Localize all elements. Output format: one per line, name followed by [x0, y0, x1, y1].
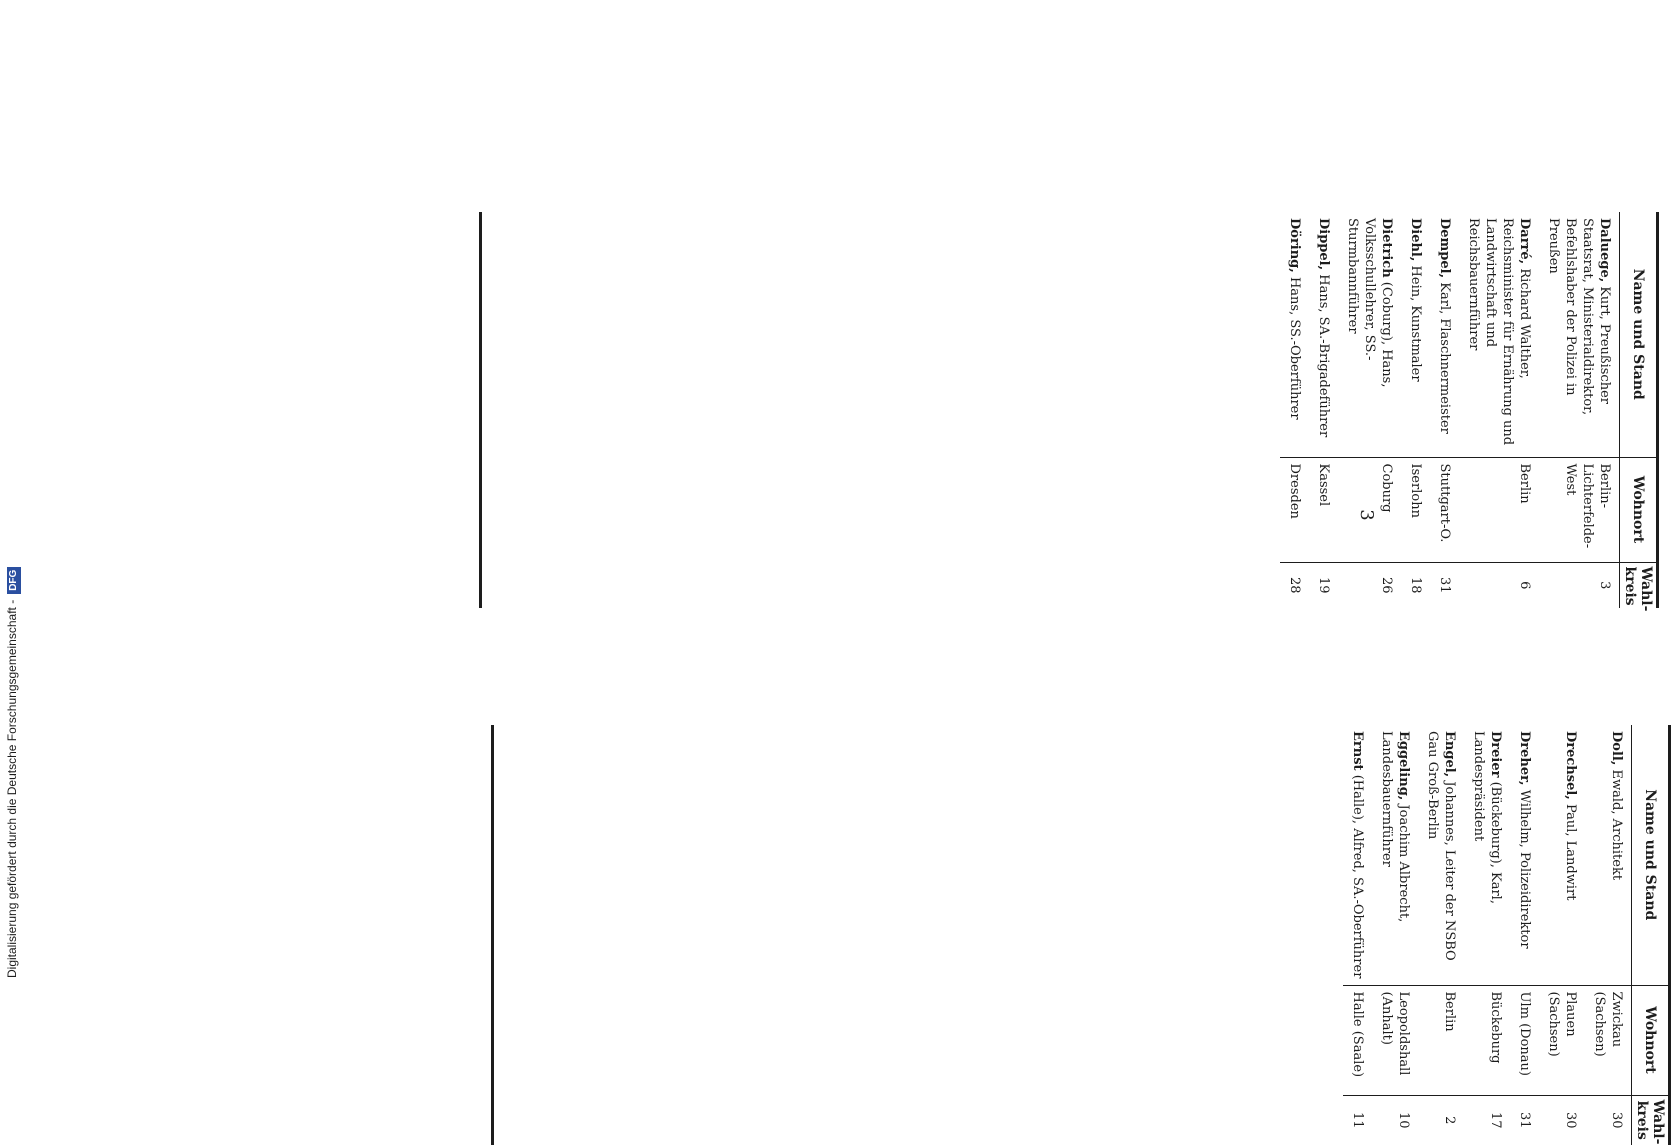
entry-description: Johannes, Leiter der NSBO Gau Groß-Berlin	[1425, 731, 1457, 961]
entry-surname: Dippel,	[1316, 218, 1331, 271]
entry-description: Hans, SA.-Brigadeführer	[1316, 274, 1331, 438]
header-row	[1620, 212, 1657, 608]
entry-name-cell	[1459, 212, 1539, 457]
entry-wohnort: Bückeburg	[1464, 985, 1510, 1095]
entry-surname: Diehl,	[1408, 218, 1423, 262]
page-number: 3	[1356, 509, 1377, 521]
entry-wohnort: Dresden	[1280, 457, 1309, 562]
entry-description: Hein, Kunstmaler	[1408, 265, 1423, 382]
entry-wohnort: Zwickau (Sachsen)	[1585, 985, 1632, 1095]
entry-name-cell	[1401, 212, 1430, 457]
entry-description: Hans, SS.-Oberführer	[1287, 276, 1302, 420]
entry-surname: Darré,	[1517, 218, 1532, 265]
digitization-note: Digitalisierung gefördert durch die Deutsche Forschungsgemeinschaft -DFG	[1, 38, 23, 978]
entry-wahlkreis: 26	[1338, 562, 1401, 608]
table-body	[1343, 725, 1632, 1145]
entry-wahlkreis: 19	[1309, 562, 1338, 608]
directory-table-right	[1343, 725, 1668, 1145]
entry-description: Karl, Flaschnermeister	[1437, 282, 1452, 434]
entry-name-cell	[1539, 725, 1585, 985]
entry-wahlkreis: 6	[1459, 562, 1539, 608]
entry-description: Wilhelm, Polizeidirektor	[1517, 789, 1532, 949]
entry-name-cell	[1539, 212, 1620, 457]
entry-name-cell	[1418, 725, 1464, 985]
entry-wahlkreis: 3	[1539, 562, 1620, 608]
entry-wohnort: Berlin	[1418, 985, 1464, 1095]
header-wahlkreis: Wahl-kreis	[1620, 562, 1657, 608]
entry-surname: Eggeling,	[1396, 731, 1411, 801]
entry-name-cell	[1430, 212, 1459, 457]
table-body	[1280, 212, 1620, 608]
table-row	[1585, 725, 1632, 1145]
entry-surname: Engel,	[1442, 731, 1457, 778]
entry-description: Joachim Albrecht, Landesbauernführer	[1379, 731, 1411, 923]
entry-description: (Coburg), Hans, Volksschullehrer, SS.-Sturmbannführer	[1345, 218, 1394, 388]
table-row	[1309, 212, 1338, 608]
entry-wahlkreis: 2	[1418, 1095, 1464, 1145]
entry-surname: Doll,	[1609, 731, 1624, 766]
header-ort: Wohnort	[1632, 985, 1669, 1095]
entry-wohnort: Coburg	[1338, 457, 1401, 562]
table-row	[1280, 212, 1309, 608]
entry-name-cell	[1309, 212, 1338, 457]
entry-wahlkreis: 17	[1464, 1095, 1510, 1145]
entry-wohnort: Plauen (Sachsen)	[1539, 985, 1585, 1095]
entry-description: Richard Walther, Reichsminister für Ernährung und Landwirtschaft und Reichsbauernführer	[1466, 218, 1532, 446]
entry-wohnort: Leopoldshall (Anhalt)	[1372, 985, 1418, 1095]
entry-name-cell	[1343, 725, 1372, 985]
entry-wahlkreis: 10	[1372, 1095, 1418, 1145]
header-ort: Wohnort	[1620, 457, 1657, 562]
entry-wahlkreis: 30	[1585, 1095, 1632, 1145]
entry-name-cell	[1464, 725, 1510, 985]
directory-panel-left	[479, 212, 1659, 612]
header-name: Name und Stand	[1620, 212, 1657, 457]
entry-surname: Ernst	[1350, 731, 1365, 771]
directory-table-left	[1280, 212, 1656, 612]
entry-surname: Dreher,	[1517, 731, 1532, 786]
entry-wohnort: Stuttgart-O.	[1430, 457, 1459, 562]
entry-name-cell	[1585, 725, 1632, 985]
table-row	[1510, 725, 1539, 1145]
entry-wohnort: Iserlohn	[1401, 457, 1430, 562]
entry-name-cell	[1372, 725, 1418, 985]
entry-surname: Dempel,	[1437, 218, 1452, 279]
entry-surname: Drechsel,	[1563, 731, 1578, 800]
entry-wahlkreis: 11	[1343, 1095, 1372, 1145]
entry-wahlkreis: 31	[1510, 1095, 1539, 1145]
directory-panel-right	[491, 725, 1671, 1145]
table-row	[1338, 212, 1401, 608]
entry-wahlkreis: 30	[1539, 1095, 1585, 1145]
table-row	[1459, 212, 1539, 608]
entry-wohnort: Halle (Saale)	[1343, 985, 1372, 1095]
entry-description: (Halle), Alfred, SA.-Oberführer	[1350, 774, 1365, 979]
entry-surname: Dietrich	[1379, 218, 1394, 278]
table-row	[1464, 725, 1510, 1145]
entry-name-cell	[1338, 212, 1401, 457]
table-row	[1539, 725, 1585, 1145]
entry-wohnort: Ulm (Donau)	[1510, 985, 1539, 1095]
entry-wahlkreis: 18	[1401, 562, 1430, 608]
table-row	[1401, 212, 1430, 608]
entry-description: Paul, Landwirt	[1563, 803, 1578, 901]
entry-wahlkreis: 28	[1280, 562, 1309, 608]
entry-surname: Dreier	[1488, 731, 1503, 778]
entry-description: (Bückeburg), Karl, Landespräsident	[1471, 731, 1503, 904]
table-row	[1343, 725, 1372, 1145]
entry-wohnort: Berlin	[1459, 457, 1539, 562]
entry-wahlkreis: 31	[1430, 562, 1459, 608]
entry-wohnort: Kassel	[1309, 457, 1338, 562]
table-row	[1430, 212, 1459, 608]
table-row	[1539, 212, 1620, 608]
entry-description: Ewald, Architekt	[1609, 769, 1624, 881]
entry-name-cell	[1510, 725, 1539, 985]
dfg-logo-icon: DFG	[7, 567, 21, 594]
entry-surname: Daluege,	[1597, 218, 1612, 283]
table-row	[1372, 725, 1418, 1145]
entry-name-cell	[1280, 212, 1309, 457]
table-row	[1418, 725, 1464, 1145]
entry-wohnort: Berlin-Lichterfelde-West	[1539, 457, 1620, 562]
entry-surname: Döring,	[1287, 218, 1302, 273]
header-wahlkreis: Wahl-kreis	[1632, 1095, 1669, 1145]
entry-description: Kurt, Preußischer Staatsrat, Ministerialdirektor, Befehlshaber der Polizei in Preußen	[1546, 218, 1612, 416]
header-row	[1632, 725, 1669, 1145]
header-name: Name und Stand	[1632, 725, 1669, 985]
